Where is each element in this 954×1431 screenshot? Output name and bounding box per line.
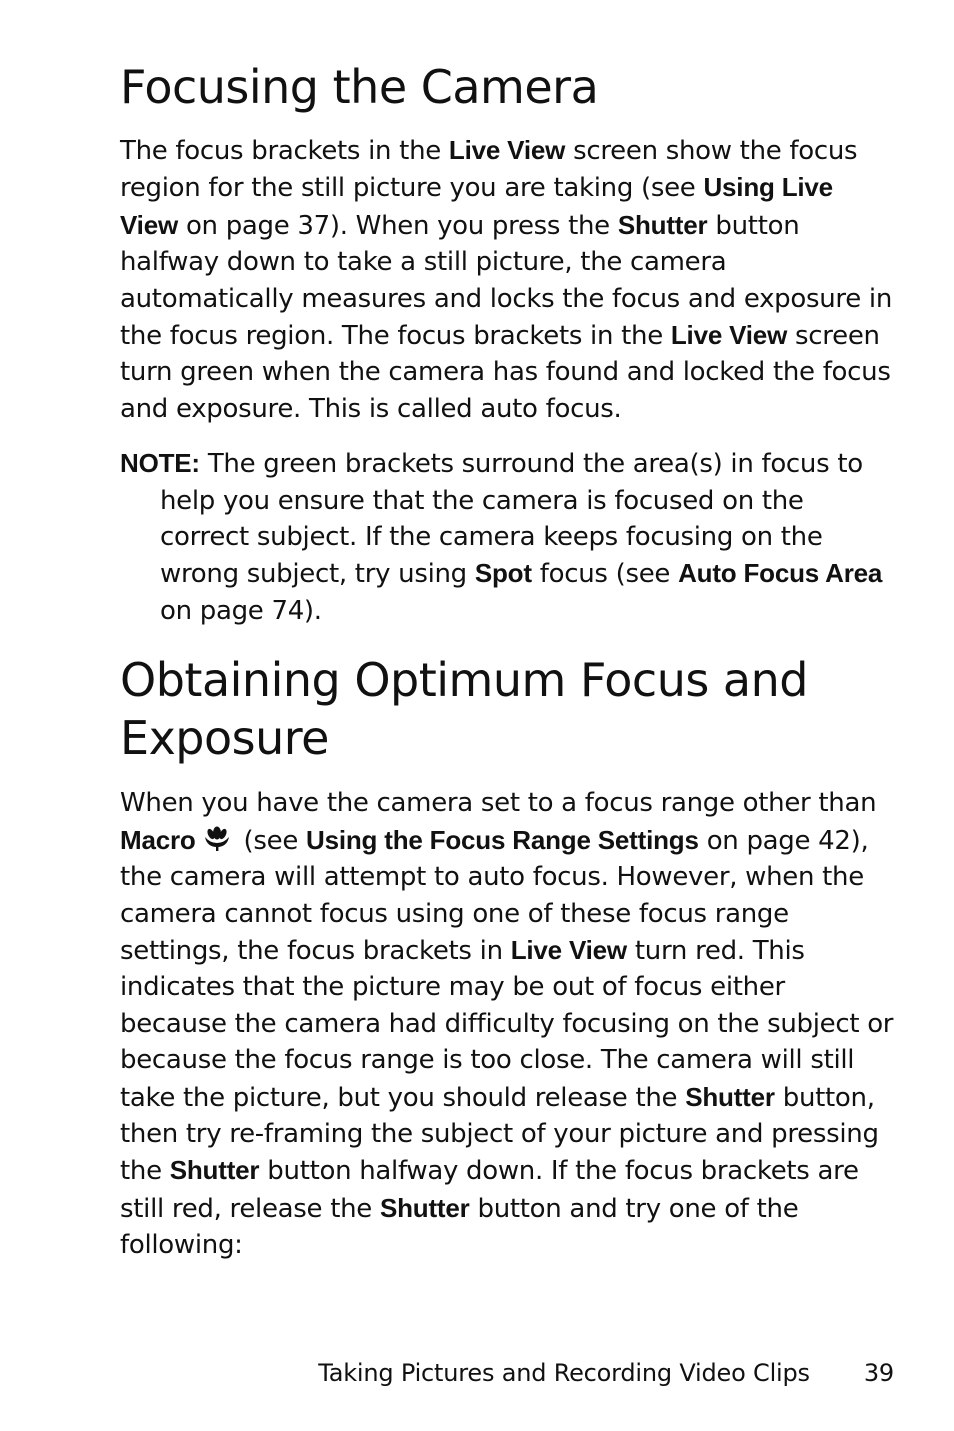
text-run: button, then try re-framing the subject of your picture and pressing the	[120, 1082, 879, 1187]
note-label: NOTE:	[120, 448, 200, 479]
focusing-paragraph	[120, 132, 895, 427]
footer-chapter-title: Taking Pictures and Recording Video Clips	[318, 1359, 810, 1387]
bold-term-live-view: Live View	[670, 320, 788, 351]
bold-term-using-live-view: Using Live View	[120, 172, 833, 240]
optimum-focus-paragraph	[120, 785, 895, 1263]
bold-term-shutter: Shutter	[685, 1081, 775, 1112]
text-run: focus (see	[531, 559, 679, 590]
text-run: The focus brackets in the	[120, 136, 449, 166]
bold-term-spot: Spot	[474, 558, 532, 589]
text-run: When you have the camera set to a focus range other than	[120, 788, 877, 819]
text-run: The green brackets surround the area(s) in focus to help you ensure that the camera is focused on the correct subject. If the camera keeps focusing on the wrong subject, try using	[160, 449, 863, 590]
bold-term-shutter: Shutter	[617, 209, 708, 240]
note-paragraph	[120, 445, 895, 629]
text-run: button and try one of the following:	[120, 1193, 799, 1261]
text-run: turn red. This indicates that the picture may be out of focus either because the camera had difficulty focusing on the subject or because the focus range is too close. The camera will still take the picture, but you should release the	[120, 935, 894, 1113]
text-run: on page 74).	[160, 595, 322, 626]
text-run: on page 37). When you press the	[177, 210, 618, 241]
bold-term-focus-range-settings: Using the Focus Range Settings	[306, 824, 699, 855]
text-run: button halfway down. If the focus brackets are still red, release the	[120, 1156, 859, 1224]
text-run: on page 42), the camera will attempt to auto focus. However, when the camera cannot focus using one of these focus range settings, the focus brackets in	[120, 825, 869, 966]
document-page	[120, 58, 895, 1264]
macro-flower-icon	[202, 826, 232, 852]
text-run: screen turn green when the camera has found and locked the focus and exposure. This is called auto focus.	[120, 321, 891, 424]
bold-term-live-view: Live View	[448, 135, 566, 165]
bold-term-macro: Macro	[120, 824, 196, 855]
section-heading-focusing: Focusing the Camera	[120, 60, 599, 114]
text-run: screen show the focus region for the still picture you are taking (see	[120, 136, 858, 204]
section-heading-optimum-focus: Obtaining Optimum Focus and Exposure	[120, 653, 808, 766]
text-run: button halfway down to take a still picture, the camera automatically measures and locks the focus and exposure in the focus region. The focus brackets in the	[120, 210, 892, 352]
text-run: (see	[235, 825, 307, 856]
page-footer	[0, 1355, 894, 1391]
bold-term-live-view: Live View	[510, 934, 627, 965]
bold-term-shutter: Shutter	[169, 1155, 260, 1186]
bold-term-auto-focus-area: Auto Focus Area	[678, 558, 883, 589]
page-number: 39	[863, 1359, 894, 1387]
bold-term-shutter: Shutter	[379, 1192, 470, 1223]
